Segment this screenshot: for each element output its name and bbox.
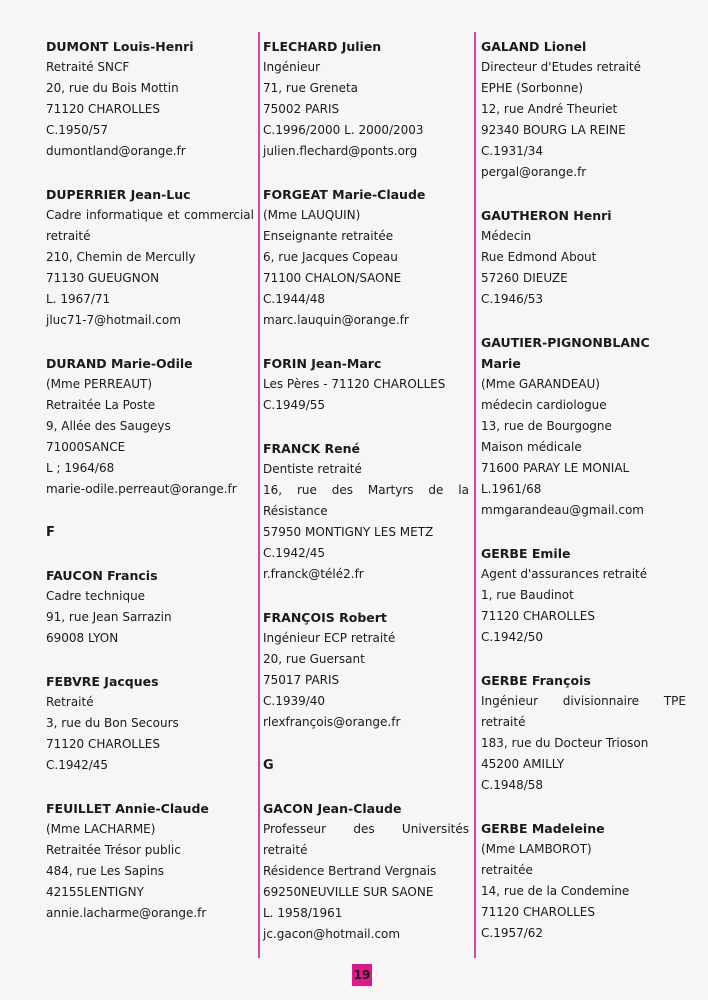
entry-line: 16, rue des Martyrs de la Résistance [263, 483, 469, 518]
entry-line: Ingénieur ECP retraité [263, 631, 396, 645]
entry-line: 75017 PARIS [263, 673, 340, 687]
directory-entry [481, 205, 686, 310]
entry-line: C.1931/34 [481, 144, 544, 158]
entry-name: FEBVRE Jacques [46, 674, 159, 689]
entry-line: C.1948/58 [481, 778, 544, 792]
directory-column-2 [263, 36, 469, 967]
entry-name: GAUTIER-PIGNONBLANC Marie [481, 335, 650, 371]
entry-line: C.1946/53 [481, 292, 544, 306]
entry-line: Directeur d'Etudes retraité [481, 60, 642, 74]
entry-line: 20, rue Guersant [263, 652, 365, 666]
entry-line: C.1949/55 [263, 398, 326, 412]
entry-name: GERBE Madeleine [481, 821, 605, 836]
entry-name: FEUILLET Annie-Claude [46, 801, 209, 816]
entry-line: 71130 GUEUGNON [46, 271, 160, 285]
entry-name: FORIN Jean-Marc [263, 356, 382, 371]
entry-line: 13, rue de Bourgogne [481, 419, 612, 433]
entry-email: marie-odile.perreaut@orange.fr [46, 482, 237, 496]
directory-entry [46, 565, 254, 649]
entry-email: annie.lacharme@orange.fr [46, 906, 207, 920]
entry-line: Retraitée Trésor public [46, 843, 181, 857]
entry-email: mmgarandeau@gmail.com [481, 503, 644, 517]
entry-name: GALAND Lionel [481, 39, 587, 54]
entry-line: C.1942/45 [46, 758, 109, 772]
entry-line: C.1942/45 [263, 546, 326, 560]
entry-line: C.1944/48 [263, 292, 326, 306]
directory-column-3 [481, 36, 686, 966]
entry-line: Ingénieur divisionnaire TPE retraité [481, 694, 686, 729]
entry-line: 91, rue Jean Sarrazin [46, 610, 172, 624]
entry-line: Cadre informatique et commercial retraité [46, 208, 254, 243]
directory-entry [263, 607, 469, 733]
entry-line: (Mme LACHARME) [46, 822, 156, 836]
entry-line: 69250NEUVILLE SUR SAONE [263, 885, 434, 899]
entry-line: 42155LENTIGNY [46, 885, 144, 899]
entry-line: 71120 CHAROLLES [481, 905, 595, 919]
entry-line: L. 1958/1961 [263, 906, 343, 920]
entry-line: Agent d'assurances retraité [481, 567, 648, 581]
entry-line: Cadre technique [46, 589, 146, 603]
entry-email: rlexfrançois@orange.fr [263, 715, 401, 729]
directory-entry [46, 184, 254, 331]
entry-name: DURAND Marie-Odile [46, 356, 193, 371]
entry-name: GACON Jean-Claude [263, 801, 402, 816]
entry-line: L ; 1964/68 [46, 461, 115, 475]
entry-line: (Mme GARANDEAU) [481, 377, 600, 391]
entry-name: GERBE François [481, 673, 591, 688]
entry-name: GERBE Emile [481, 546, 571, 561]
entry-line: Résidence Bertrand Vergnais [263, 864, 437, 878]
entry-line: Les Pères - 71120 CHAROLLES [263, 377, 446, 391]
entry-line: Retraité [46, 695, 94, 709]
entry-email: jluc71-7@hotmail.com [46, 313, 181, 327]
directory-entry [46, 798, 254, 924]
directory-entry [481, 36, 686, 183]
directory-entry [263, 184, 469, 331]
entry-line: 71000SANCE [46, 440, 126, 454]
entry-name: DUMONT Louis-Henri [46, 39, 194, 54]
entry-line: 71, rue Greneta [263, 81, 359, 95]
page-number: 19 [352, 964, 372, 986]
entry-name: FLECHARD Julien [263, 39, 382, 54]
entry-email: julien.flechard@ponts.org [263, 144, 418, 158]
entry-line: Dentiste retraité [263, 462, 362, 476]
entry-name: FAUCON Francis [46, 568, 158, 583]
entry-line: 75002 PARIS [263, 102, 340, 116]
directory-entry [481, 332, 686, 521]
entry-line: 69008 LYON [46, 631, 119, 645]
column-divider [258, 32, 260, 958]
entry-line: retraitée [481, 863, 533, 877]
entry-email: marc.lauquin@orange.fr [263, 313, 409, 327]
directory-column-1 [46, 36, 254, 946]
entry-email: r.franck@télé2.fr [263, 567, 364, 581]
directory-entry [263, 36, 469, 162]
entry-line: Rue Edmond About [481, 250, 597, 264]
entry-name: GAUTHERON Henri [481, 208, 612, 223]
entry-name: DUPERRIER Jean-Luc [46, 187, 191, 202]
entry-line: Retraitée La Poste [46, 398, 156, 412]
entry-name: FORGEAT Marie-Claude [263, 187, 426, 202]
entry-line: 183, rue du Docteur Trioson [481, 736, 649, 750]
entry-line: 6, rue Jacques Copeau [263, 250, 398, 264]
entry-email: dumontland@orange.fr [46, 144, 186, 158]
entry-line: Maison médicale [481, 440, 582, 454]
entry-line: Enseignante retraitée [263, 229, 394, 243]
entry-line: 484, rue Les Sapins [46, 864, 164, 878]
entry-line: 45200 AMILLY [481, 757, 565, 771]
entry-line: C.1939/40 [263, 694, 326, 708]
entry-line: 210, Chemin de Mercully [46, 250, 196, 264]
entry-line: (Mme LAUQUIN) [263, 208, 361, 222]
entry-line: 71120 CHAROLLES [481, 609, 595, 623]
entry-line: médecin cardiologue [481, 398, 607, 412]
entry-line: C.1957/62 [481, 926, 544, 940]
entry-line: 71120 CHAROLLES [46, 102, 160, 116]
entry-line: 57950 MONTIGNY LES METZ [263, 525, 434, 539]
entry-line: Ingénieur [263, 60, 321, 74]
entry-line: C.1950/57 [46, 123, 109, 137]
entry-line: 12, rue André Theuriet [481, 102, 618, 116]
directory-entry [481, 818, 686, 944]
entry-line: 9, Allée des Saugeys [46, 419, 171, 433]
entry-line: L. 1967/71 [46, 292, 111, 306]
entry-line: (Mme PERREAUT) [46, 377, 153, 391]
entry-line: 71600 PARAY LE MONIAL [481, 461, 630, 475]
entry-line: 71100 CHALON/SAONE [263, 271, 402, 285]
section-letter: G [263, 758, 274, 773]
directory-entry [263, 353, 469, 416]
entry-line: 20, rue du Bois Mottin [46, 81, 179, 95]
entry-line: 92340 BOURG LA REINE [481, 123, 626, 137]
directory-entry [46, 671, 254, 776]
entry-line: Professeur des Universités retraité [263, 822, 469, 857]
entry-email: jc.gacon@hotmail.com [263, 927, 401, 941]
entry-line: 71120 CHAROLLES [46, 737, 160, 751]
entry-line: 14, rue de la Condemine [481, 884, 630, 898]
entry-line: Retraité SNCF [46, 60, 130, 74]
directory-entry [46, 353, 254, 500]
directory-entry [263, 438, 469, 585]
entry-line: (Mme LAMBOROT) [481, 842, 592, 856]
section-letter: F [46, 525, 55, 540]
directory-entry [481, 670, 686, 796]
directory-entry [46, 36, 254, 162]
entry-line: EPHE (Sorbonne) [481, 81, 584, 95]
entry-line: 1, rue Baudinot [481, 588, 574, 602]
entry-line: C.1942/50 [481, 630, 544, 644]
directory-entry [263, 798, 469, 945]
entry-line: 57260 DIEUZE [481, 271, 568, 285]
entry-name: FRANCK René [263, 441, 360, 456]
entry-email: pergal@orange.fr [481, 165, 587, 179]
column-divider [474, 32, 476, 958]
directory-entry [481, 543, 686, 648]
entry-line: C.1996/2000 L. 2000/2003 [263, 123, 424, 137]
entry-name: FRANÇOIS Robert [263, 610, 387, 625]
entry-line: 3, rue du Bon Secours [46, 716, 179, 730]
entry-line: Médecin [481, 229, 532, 243]
entry-line: L.1961/68 [481, 482, 542, 496]
